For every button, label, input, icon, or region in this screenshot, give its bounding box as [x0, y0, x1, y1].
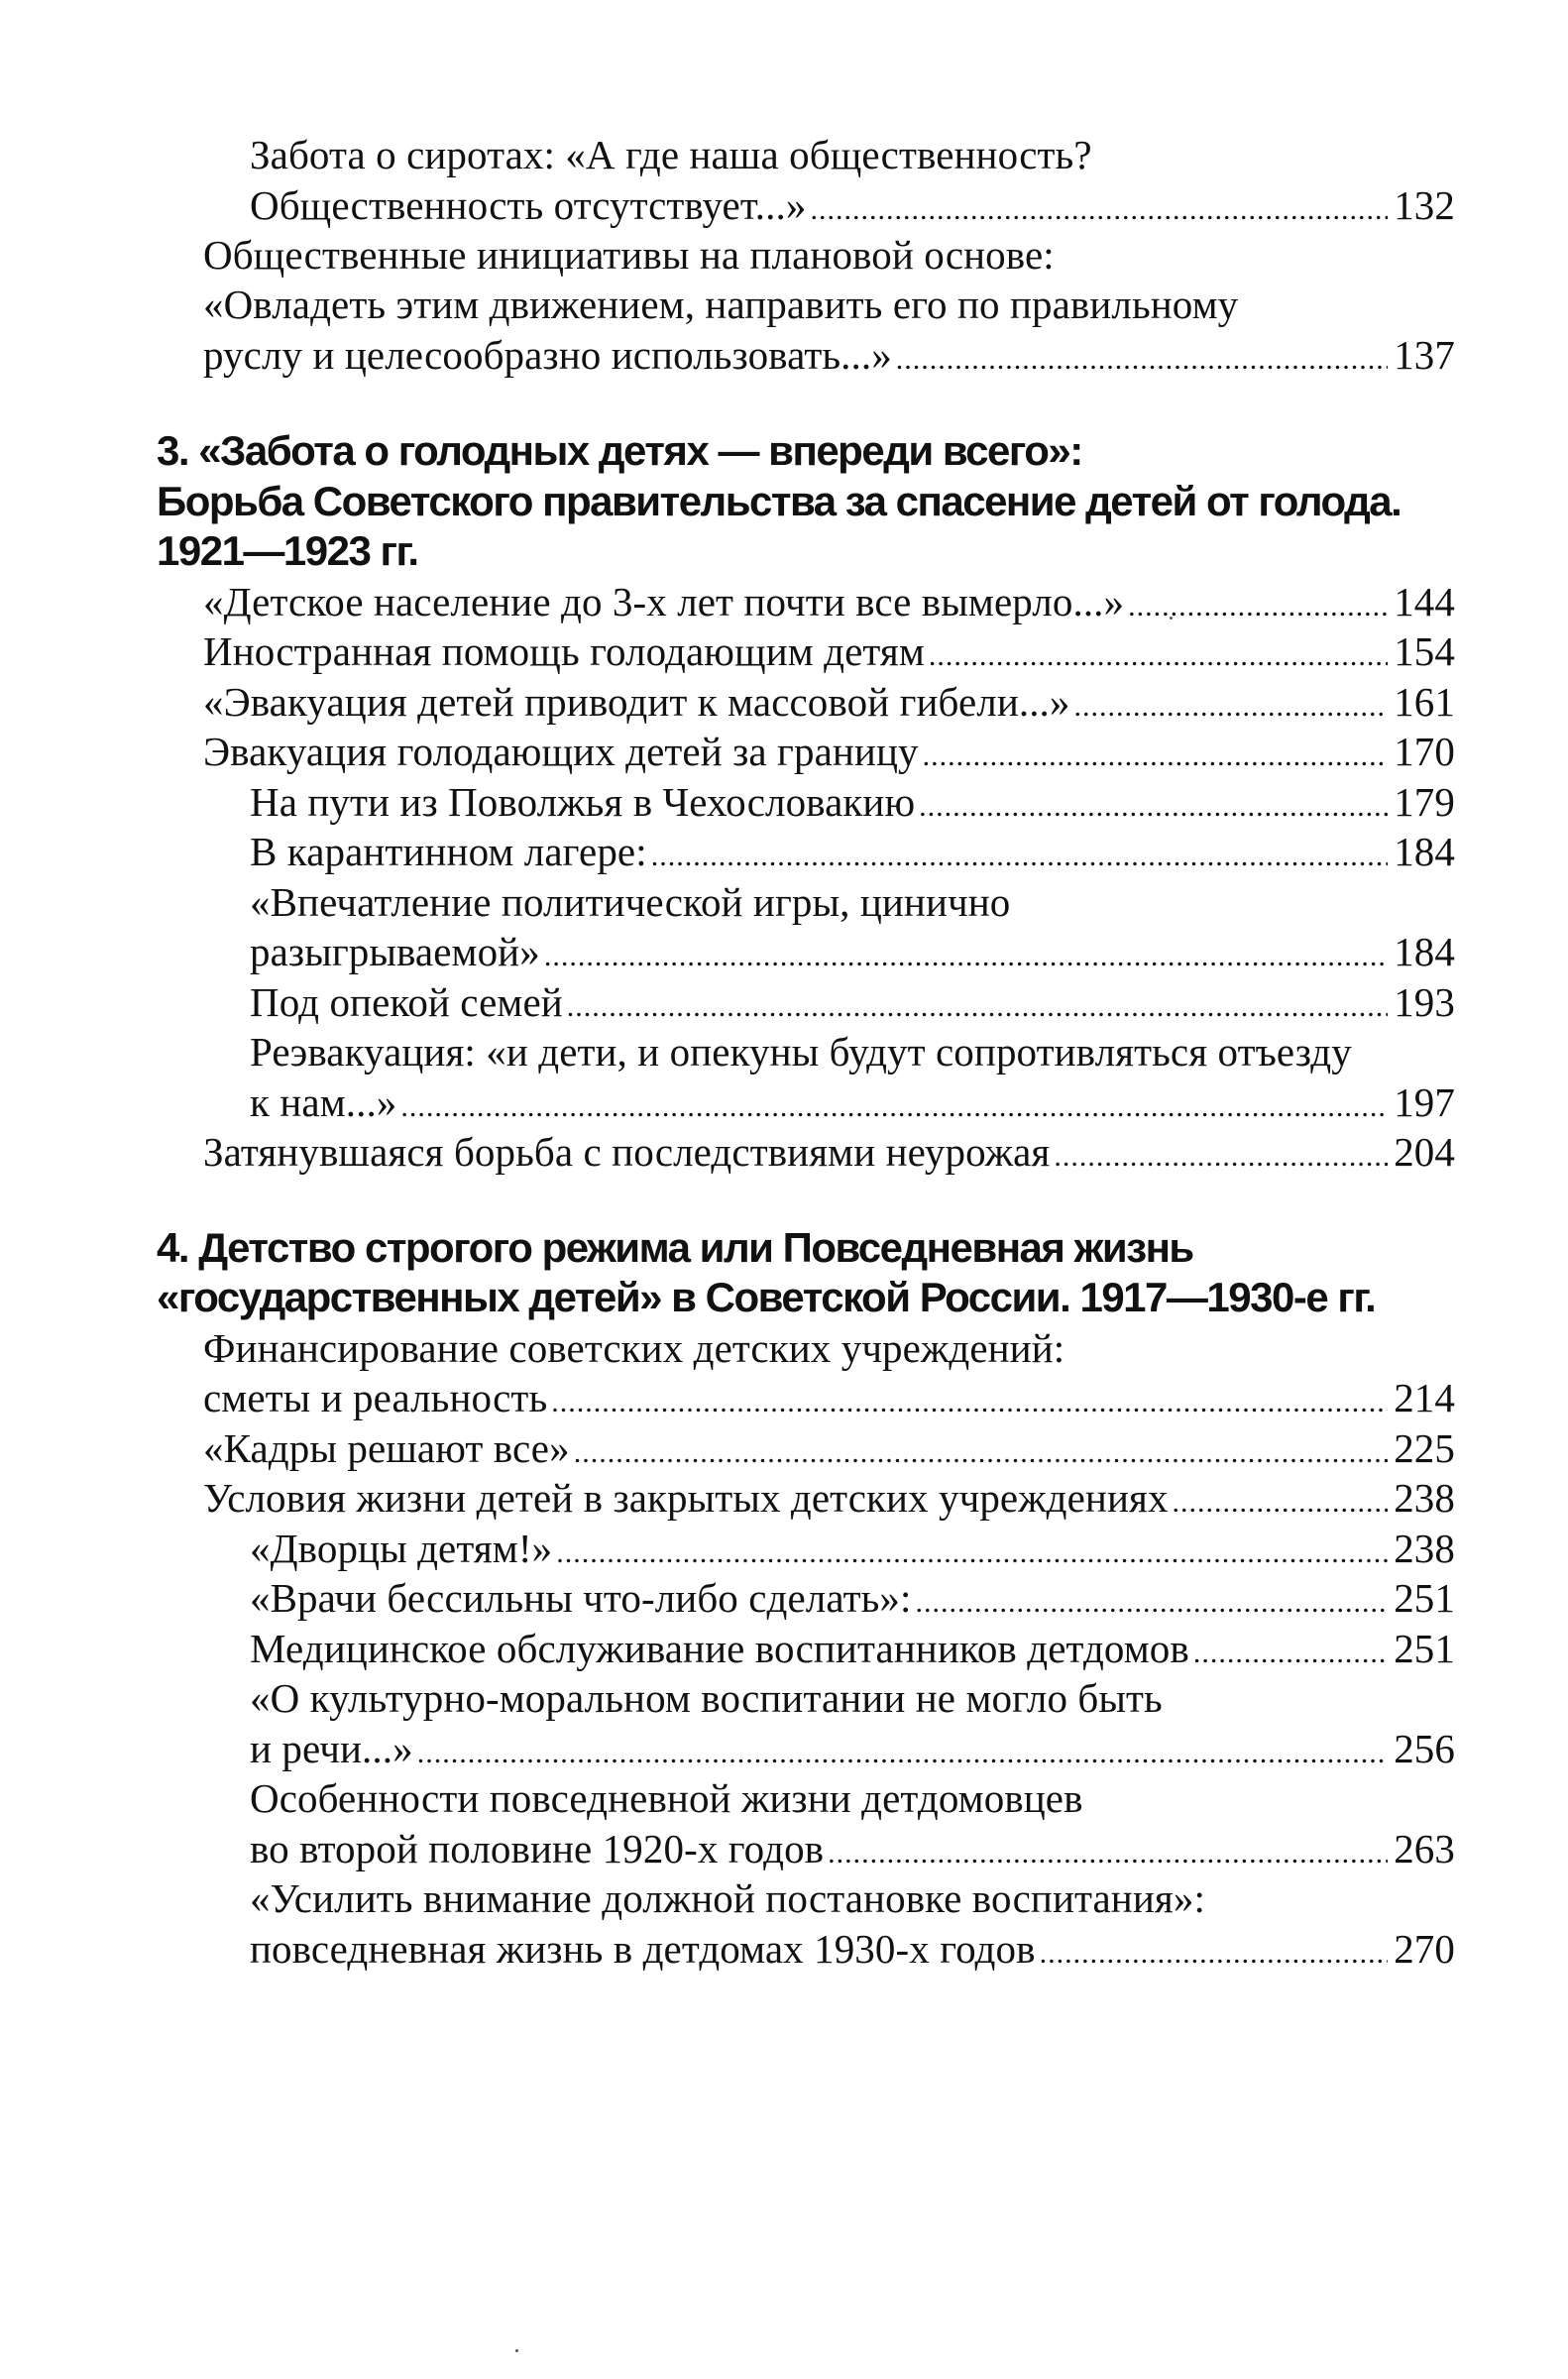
toc-entry: Общественность отсутствует...» ..... 132	[250, 180, 1455, 230]
page-number: 161	[1394, 679, 1455, 725]
leader-dots	[544, 932, 1388, 981]
leader-dots	[400, 1082, 1388, 1132]
leader-dots	[417, 1729, 1389, 1778]
leader-dots	[1193, 1629, 1388, 1678]
chapter-heading: Борьба Советского правительства за спасение детей от голода.	[157, 478, 1401, 524]
leader-dots	[1054, 1132, 1388, 1182]
toc-entry: разыгрываемой» ..... 184	[250, 927, 1455, 976]
toc-entry: «Овладеть этим движением, направить его по правильному	[203, 282, 1239, 327]
page-number: 197	[1394, 1079, 1455, 1125]
toc-entry: «Детское население до 3-х лет почти все вымерло...» ..... 144	[203, 577, 1455, 626]
toc-entry: во второй половине 1920-х годов ..... 263	[250, 1824, 1455, 1873]
page-number: 154	[1394, 628, 1455, 674]
toc-entry: сметы и реальность ..... 214	[203, 1373, 1455, 1422]
page-number: 170	[1394, 729, 1455, 774]
toc-entry: Финансирование советских детских учреждений:	[203, 1325, 1065, 1371]
leader-dots	[828, 1829, 1388, 1878]
toc-entry: «Дворцы детям!» ..... 238	[250, 1524, 1455, 1573]
page-number: 238	[1394, 1475, 1455, 1521]
leader-dots	[651, 832, 1388, 881]
leader-dots	[556, 1529, 1388, 1578]
toc-entry: к нам...» ..... 197	[250, 1077, 1455, 1127]
leader-dots	[810, 185, 1388, 235]
page-number: 132	[1394, 182, 1455, 228]
toc-entry: На пути из Поволжья в Чехословакию ..... 179	[250, 777, 1455, 827]
leader-dots	[916, 1578, 1389, 1628]
leader-dots	[896, 335, 1388, 385]
leader-dots	[1173, 1478, 1389, 1528]
toc-entry: Условия жизни детей в закрытых детских учреждениях ..... 238	[203, 1473, 1455, 1523]
page-number: 137	[1394, 332, 1455, 378]
toc-entry: «О культурно-моральном воспитании не могло быть	[250, 1675, 1163, 1721]
page-number: 144	[1394, 579, 1455, 624]
toc-entry: Медицинское обслуживание воспитанников детдомов ..... 251	[250, 1624, 1455, 1673]
toc-entry: и речи...» ..... 256	[250, 1724, 1455, 1773]
page-number: 193	[1394, 979, 1455, 1025]
page-number: 214	[1394, 1375, 1455, 1420]
chapter-heading: «государственных детей» в Советской России. 1917—1930-е гг.	[157, 1274, 1376, 1320]
page-number: 184	[1394, 829, 1455, 874]
leader-dots	[1074, 682, 1389, 732]
toc-entry: Забота о сиротах: «А где наша общественность?	[250, 132, 1092, 177]
page-number: 263	[1394, 1826, 1455, 1871]
leader-dots	[1128, 582, 1388, 631]
toc-entry: В карантинном лагере: ..... 184	[250, 827, 1455, 876]
scan-speck	[515, 2349, 518, 2352]
toc-entry: «Эвакуация детей приводит к массовой гибели...» ..... 161	[203, 677, 1455, 727]
toc-entry: Общественные инициативы на плановой основе:	[203, 232, 1055, 278]
chapter-heading: 1921—1923 гг.	[157, 527, 418, 574]
leader-dots	[574, 1428, 1388, 1478]
page-number: 225	[1394, 1425, 1455, 1471]
page-number: 179	[1394, 779, 1455, 825]
leader-dots	[1040, 1929, 1389, 1979]
page-number: 256	[1394, 1726, 1455, 1771]
toc-entry: Реэвакуация: «и дети, и опекуны будут сопротивляться отъезду	[250, 1029, 1352, 1075]
chapter-heading: 3. «Забота о голодных детях — впереди всего»:	[157, 427, 1082, 474]
leader-dots	[919, 782, 1388, 832]
toc-entry: повседневная жизнь в детдомах 1930-х годов ..... 270	[250, 1924, 1455, 1974]
leader-dots	[929, 631, 1388, 681]
toc-entry: «Усилить внимание должной постановке воспитания»:	[250, 1875, 1205, 1921]
page-number: 251	[1394, 1575, 1455, 1621]
toc-entry: Под опекой семей ..... 193	[250, 977, 1455, 1027]
toc-entry: Иностранная помощь голодающим детям ..... 154	[203, 626, 1455, 676]
page-number: 251	[1394, 1626, 1455, 1671]
toc-entry: Затянувшаяся борьба с последствиями неурожая ..... 204	[203, 1127, 1455, 1177]
toc-entry: Особенности повседневной жизни детдомовцев	[250, 1775, 1083, 1821]
leader-dots	[567, 982, 1388, 1032]
toc-entry: «Впечатление политической игры, цинично	[250, 879, 1011, 925]
page-number: 270	[1394, 1926, 1455, 1972]
scan-speck	[1170, 617, 1173, 620]
chapter-heading: 4. Детство строгого режима или Повседневная жизнь	[157, 1224, 1193, 1271]
page-number: 238	[1394, 1526, 1455, 1571]
toc-entry: руслу и целесообразно использовать...» ..... 137	[203, 330, 1455, 380]
toc-entry: Эвакуация голодающих детей за границу ..... 170	[203, 727, 1455, 776]
leader-dots	[923, 732, 1389, 781]
page-number: 184	[1394, 929, 1455, 974]
page-number: 204	[1394, 1129, 1455, 1175]
toc-entry: «Врачи бессильны что-либо сделать»: ..... 251	[250, 1573, 1455, 1623]
leader-dots	[551, 1378, 1388, 1427]
toc-entry: «Кадры решают все» ..... 225	[203, 1423, 1455, 1473]
